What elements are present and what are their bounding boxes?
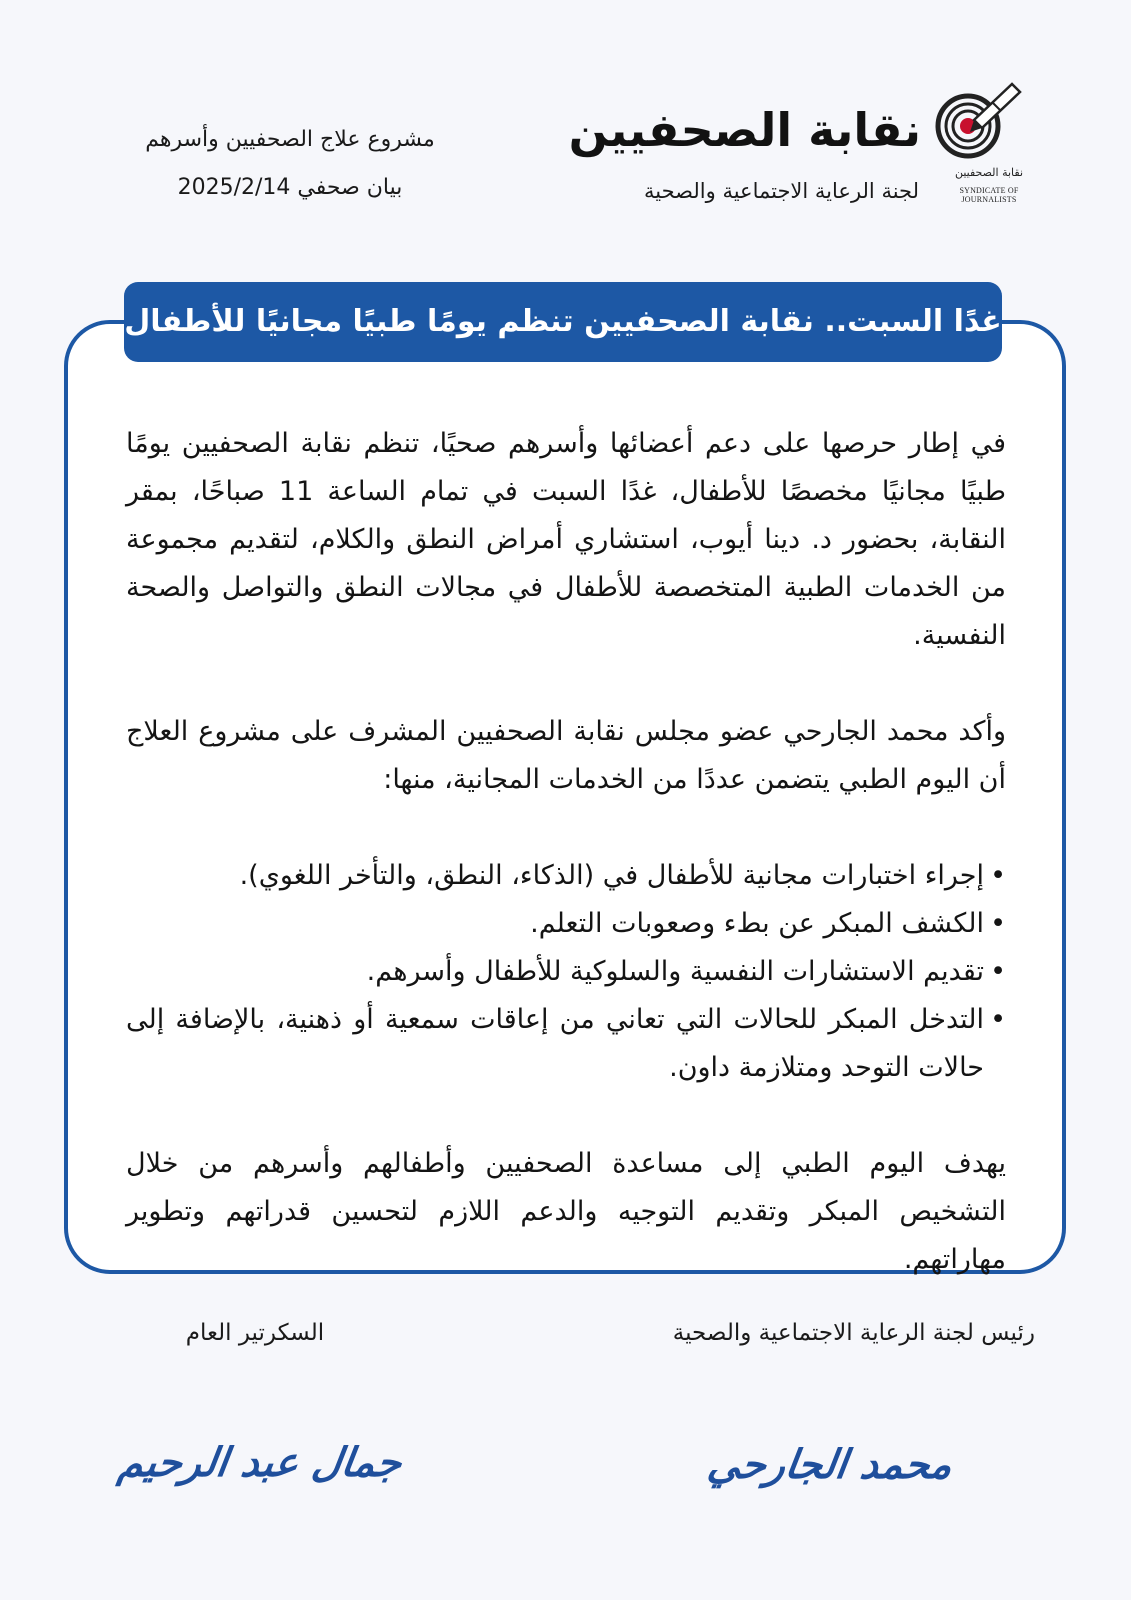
list-item: [126, 900, 1006, 948]
list-item-text: الكشف المبكر عن بطء وصعوبات التعلم.: [530, 908, 984, 939]
syndicate-logo: [934, 80, 1044, 204]
org-name: نقابة الصحفيين: [568, 103, 921, 157]
spacer: [126, 1092, 1006, 1140]
services-list: [126, 852, 1006, 1092]
secretary-general-title: السكرتير العام: [185, 1320, 325, 1346]
headline: غدًا السبت.. نقابة الصحفيين تنظم يومًا طبيًا مجانيًا للأطفال: [124, 304, 1002, 339]
target-pen-icon: [934, 80, 1044, 170]
list-item-text: التدخل المبكر للحالات التي تعاني من إعاقات سمعية أو ذهنية، بالإضافة إلى حالات التوحد ومتلازمة داون.: [126, 1004, 984, 1083]
project-title: مشروع علاج الصحفيين وأسرهم: [145, 127, 435, 152]
bullet-icon: •: [990, 860, 1006, 891]
org-subtitle: لجنة الرعاية الاجتماعية والصحية: [644, 179, 919, 203]
logo-english-text: SYNDICATE OF JOURNALISTS: [959, 186, 1019, 204]
spacer: [126, 804, 1006, 852]
list-item: [126, 852, 1006, 900]
press-statement-date: بيان صحفي 2025/2/14: [177, 175, 403, 200]
bullet-icon: •: [990, 1004, 1006, 1035]
list-item-text: إجراء اختبارات مجانية للأطفال في (الذكاء، النطق، والتأخر اللغوي).: [239, 860, 984, 891]
spacer: [126, 660, 1006, 708]
bullet-icon: •: [990, 908, 1006, 939]
committee-head-signature: محمد الجارحي: [704, 1441, 956, 1488]
bullet-icon: •: [990, 956, 1006, 987]
logo-arabic-text: نقابة الصحفيين: [954, 166, 1024, 179]
paragraph-statement: وأكد محمد الجارحي عضو مجلس نقابة الصحفيين المشرف على مشروع العلاج أن اليوم الطبي يتضمن عددًا من الخدمات المجانية، منها:: [126, 716, 1006, 795]
article-body: [126, 420, 1006, 1284]
list-item: [126, 996, 1006, 1092]
committee-head-title: رئيس لجنة الرعاية الاجتماعية والصحية: [672, 1320, 1035, 1346]
paragraph-intro: في إطار حرصها على دعم أعضائها وأسرهم صحيًا، تنظم نقابة الصحفيين يومًا طبيًا مجانيًا مخصصًا للأطفال، غدًا السبت في تمام الساعة 11 صباحًا، بمقر النقابة، بحضور د. دينا أيوب، استشاري أمراض النطق والكلام، لتقديم مجموعة من الخدمات الطبية المتخصصة للأطفال في مجالات النطق والتواصل والصحة النفسية.: [126, 428, 1007, 651]
paragraph-goal: يهدف اليوم الطبي إلى مساعدة الصحفيين وأطفالهم وأسرهم من خلال التشخيص المبكر وتقديم التوجيه والدعم اللازم لتحسين قدراتهم وتطوير مهاراتهم.: [126, 1148, 1006, 1275]
headline-banner: [124, 282, 1002, 362]
secretary-general-signature: جمال عبد الرحيم: [115, 1439, 405, 1486]
list-item: [126, 948, 1006, 996]
list-item-text: تقديم الاستشارات النفسية والسلوكية للأطفال وأسرهم.: [366, 956, 984, 987]
